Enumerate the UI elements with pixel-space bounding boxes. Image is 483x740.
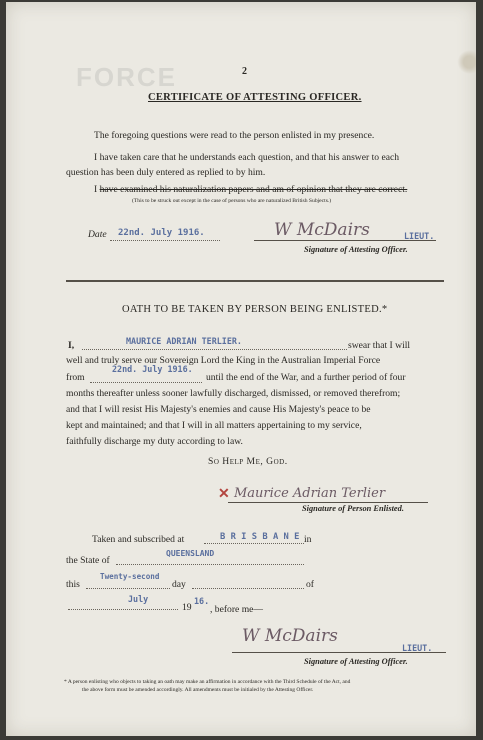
oath-from-date: 22nd. July 1916. bbox=[112, 364, 193, 374]
day-value: Twenty-second bbox=[100, 572, 160, 581]
enlistee-name: MAURICE ADRIAN TERLIER. bbox=[126, 336, 242, 346]
date-underline bbox=[110, 240, 220, 241]
officer-rank-2: LIEUT. bbox=[402, 643, 433, 653]
state-label: the State of bbox=[66, 555, 110, 566]
certificate-para-3 bbox=[94, 184, 407, 195]
oath-line-6: kept and maintained; and that I will in all matters appertaining to my service, bbox=[66, 420, 362, 431]
year-prefix: 19 bbox=[182, 602, 192, 613]
oath-i-label: I, bbox=[68, 340, 75, 351]
place-value: B R I S B A N E bbox=[220, 532, 300, 542]
name-underline bbox=[82, 349, 347, 350]
state-underline bbox=[116, 564, 304, 565]
state-value: QUEENSLAND bbox=[166, 549, 215, 558]
officer-signature-label-2: Signature of Attesting Officer. bbox=[304, 657, 408, 666]
month-value: July bbox=[128, 594, 149, 604]
oath-line-7: faithfully discharge my duty according to law. bbox=[66, 436, 243, 447]
footnote-line-1: * A person enlisting who objects to taking an oath may make an affirmation in accordance with the Third Schedule of the Act, and bbox=[64, 679, 351, 685]
footnote-line-2: the above form must be amended accordingly. All amendments must be initialed by the Attesting Officer. bbox=[82, 687, 314, 693]
before-me-label: , before me— bbox=[210, 604, 264, 615]
enlistee-signature: Maurice Adrian Terlier bbox=[234, 486, 386, 501]
oath-line-3-end: until the end of the War, and a further period of four bbox=[206, 372, 406, 383]
place-underline bbox=[204, 543, 304, 544]
enlistee-signature-line bbox=[228, 502, 428, 503]
from-underline bbox=[90, 382, 202, 383]
officer-signature-label-1: Signature of Attesting Officer. bbox=[304, 245, 408, 254]
of-underline bbox=[192, 588, 304, 589]
naturalization-note: (This to be struck out except in the case of persons who are naturalized British Subjects.) bbox=[132, 198, 332, 204]
section-divider bbox=[66, 280, 444, 282]
oath-line-5: and that I will resist His Majesty's enemies and cause His Majesty's peace to be bbox=[66, 404, 371, 415]
document-page bbox=[6, 2, 476, 736]
in-label: in bbox=[304, 534, 312, 545]
certificate-title: CERTIFICATE OF ATTESTING OFFICER. bbox=[148, 92, 362, 103]
oath-line-4: months thereafter unless sooner lawfully discharged, dismissed, or removed therefrom; bbox=[66, 388, 401, 399]
officer-rank-1: LIEUT. bbox=[404, 231, 435, 241]
so-help-me-god: So Help Me, God. bbox=[208, 456, 288, 467]
officer-signature-2: W McDairs bbox=[242, 626, 338, 646]
para-3-prefix: I bbox=[94, 184, 100, 195]
certificate-para-2-line-2: question has been duly entered as replied to by him. bbox=[66, 167, 266, 178]
oath-title: OATH TO BE TAKEN BY PERSON BEING ENLISTED.* bbox=[122, 304, 388, 315]
officer-signature-1: W McDairs bbox=[274, 220, 370, 240]
red-mark-icon: ✕ bbox=[218, 487, 230, 502]
certificate-para-1: The foregoing questions were read to the person enlisted in my presence. bbox=[94, 130, 375, 141]
oath-line-1-end: swear that I will bbox=[348, 340, 411, 351]
day-label: day bbox=[172, 579, 186, 590]
date-label: Date bbox=[88, 229, 107, 240]
oath-line-2: well and truly serve our Sovereign Lord the King in the Australian Imperial Force bbox=[66, 355, 381, 366]
paper-tear bbox=[454, 32, 476, 92]
date-value: 22nd. July 1916. bbox=[118, 228, 205, 238]
of-label: of bbox=[306, 579, 314, 590]
certificate-para-2-line-1: I have taken care that he understands each question, and that his answer to each bbox=[94, 152, 400, 163]
para-3-struck-text: have examined his naturalization papers and am of opinion that they are correct. bbox=[99, 184, 408, 195]
year-value: 16. bbox=[194, 596, 210, 606]
oath-from-label: from bbox=[66, 372, 85, 383]
taken-subscribed-label: Taken and subscribed at bbox=[92, 534, 185, 545]
day-underline bbox=[86, 588, 170, 589]
this-label: this bbox=[66, 579, 80, 590]
page-number: 2 bbox=[242, 66, 247, 77]
month-underline bbox=[68, 609, 178, 610]
enlistee-signature-label: Signature of Person Enlisted. bbox=[302, 504, 404, 513]
bleed-through-text: FORCE bbox=[76, 62, 177, 92]
